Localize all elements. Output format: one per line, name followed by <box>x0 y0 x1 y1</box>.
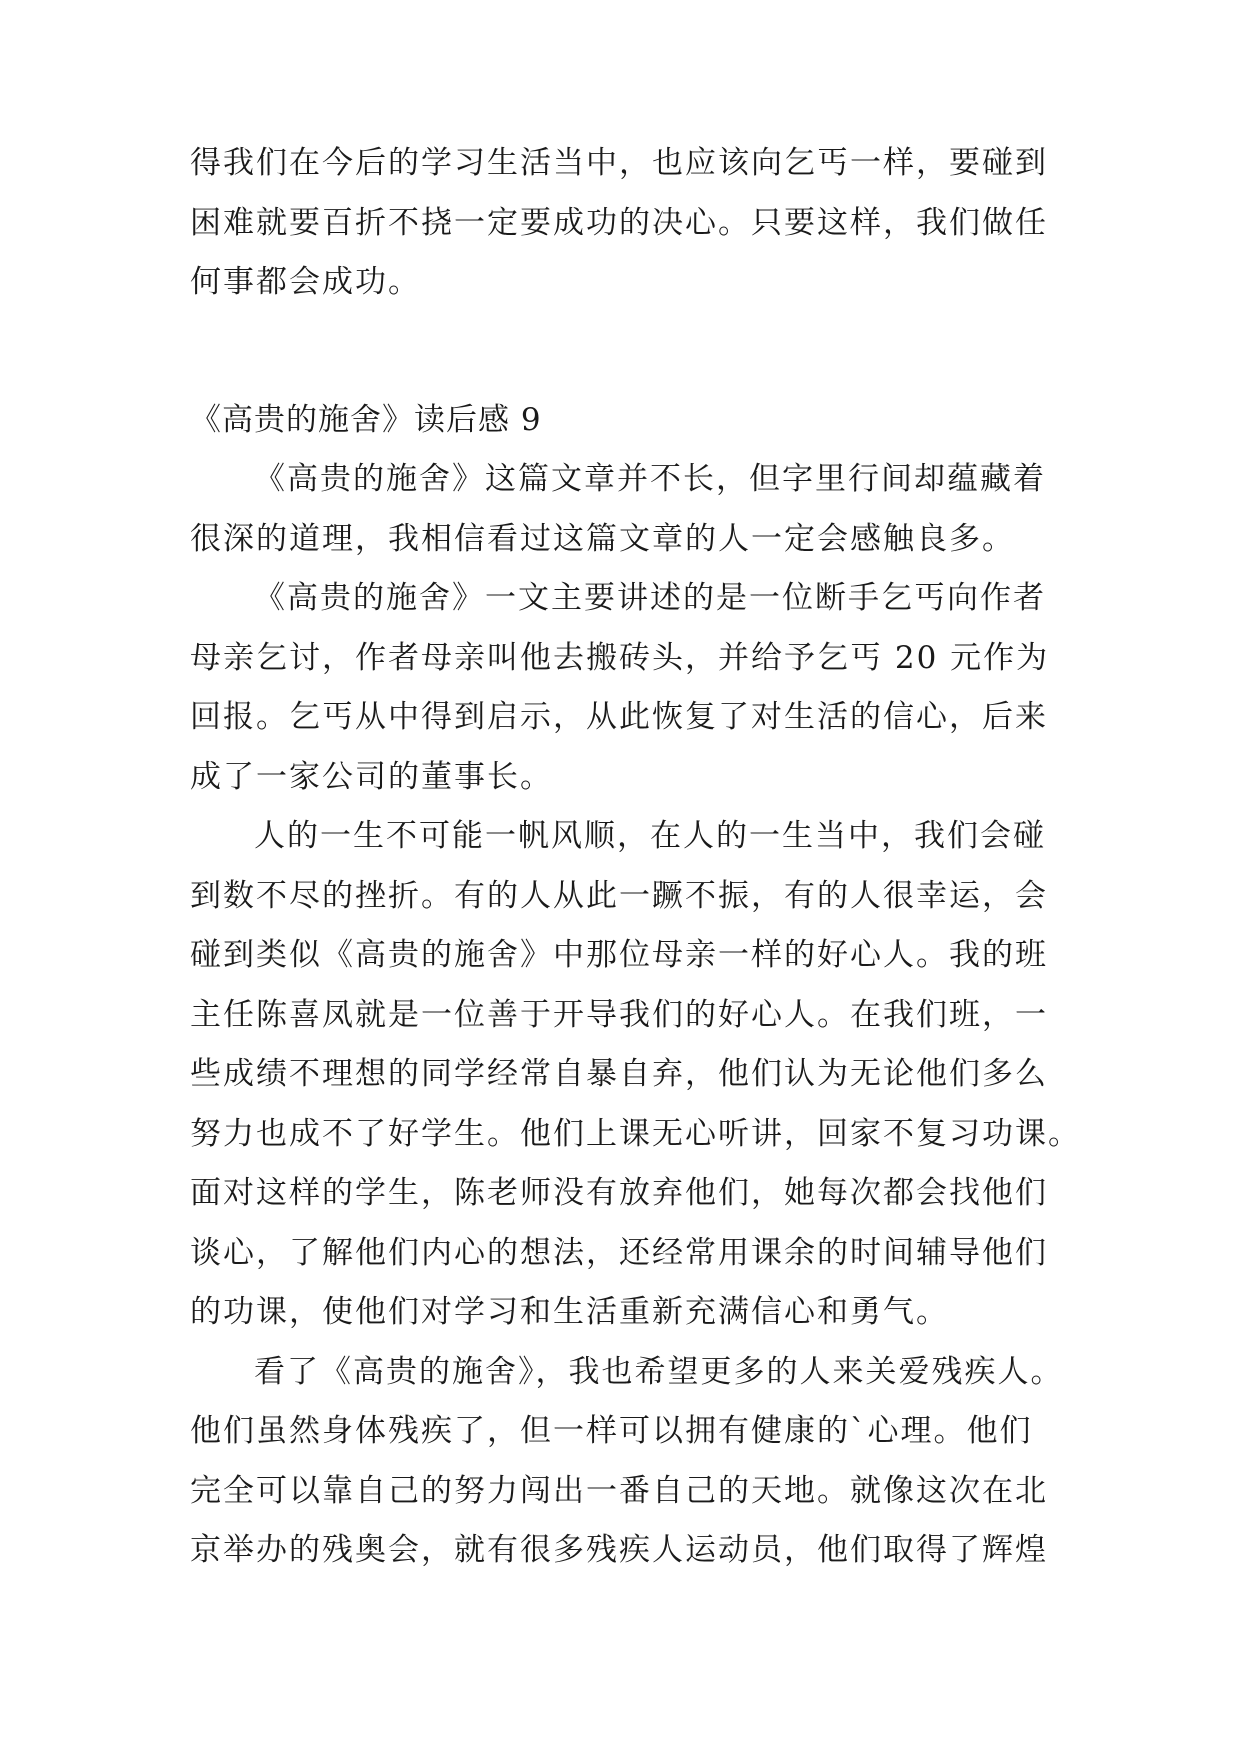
text-line: 他们虽然身体残疾了，但一样可以拥有健康的`心理。他们 <box>190 1413 1033 1449</box>
section-body <box>190 450 1081 1581</box>
text-line: 得我们在今后的学习生活当中，也应该向乞丐一样，要碰到 <box>190 145 1048 181</box>
text-line: 些成绩不理想的同学经常自暴自弃，他们认为无论他们多么 <box>190 1056 1048 1092</box>
text-line: 成了一家公司的董事长。 <box>190 758 553 795</box>
section-heading: 《高贵的施舍》读后感 9 <box>190 402 542 438</box>
text-line: 京举办的残奥会，就有很多残疾人运动员，他们取得了辉煌 <box>190 1532 1048 1568</box>
text-line: 回报。乞丐从中得到启示，从此恢复了对生活的信心，后来 <box>190 699 1048 735</box>
text-line: 努力也成不了好学生。他们上课无心听讲，回家不复习功课。 <box>190 1115 1081 1152</box>
text-line: 主任陈喜凤就是一位善于开导我们的好心人。在我们班，一 <box>190 996 1048 1033</box>
text-line: 到数不尽的挫折。有的人从此一蹶不振，有的人很幸运，会 <box>190 877 1048 914</box>
text-line: 谈心，了解他们内心的想法，还经常用课余的时间辅导他们 <box>190 1234 1048 1271</box>
paragraph-first-line: 看了《高贵的施舍》，我也希望更多的人来关爱残疾人。 <box>254 1353 1064 1390</box>
text-line: 困难就要百折不挠一定要成功的决心。只要这样，我们做任 <box>190 204 1048 241</box>
paragraph-first-line: 《高贵的施舍》这篇文章并不长，但字里行间却蕴藏着 <box>254 461 1046 497</box>
text-line: 何事都会成功。 <box>190 264 421 300</box>
text-line: 面对这样的学生，陈老师没有放弃他们，她每次都会找他们 <box>190 1175 1048 1211</box>
paragraph-first-line: 人的一生不可能一帆风顺，在人的一生当中，我们会碰 <box>254 818 1046 854</box>
text-line: 碰到类似《高贵的施舍》中那位母亲一样的好心人。我的班 <box>190 937 1048 973</box>
text-line: 很深的道理，我相信看过这篇文章的人一定会感触良多。 <box>190 520 1015 557</box>
text-line: 母亲乞讨，作者母亲叫他去搬砖头，并给予乞丐 20 元作为 <box>190 639 1050 676</box>
text-line: 的功课，使他们对学习和生活重新充满信心和勇气。 <box>190 1294 949 1330</box>
text-line: 完全可以靠自己的努力闯出一番自己的天地。就像这次在北 <box>190 1472 1048 1509</box>
paragraph-first-line: 《高贵的施舍》一文主要讲述的是一位断手乞丐向作者 <box>254 580 1046 616</box>
top-paragraph <box>190 134 1070 313</box>
